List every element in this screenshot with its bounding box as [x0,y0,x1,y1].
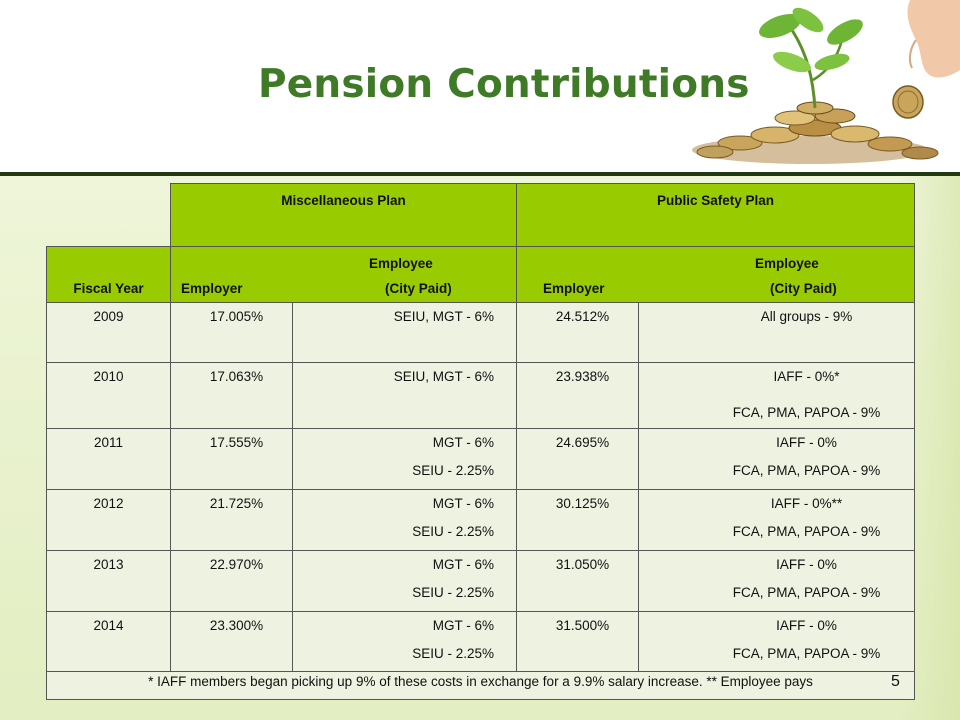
page-number: 5 [891,673,900,690]
misc-employee-cell [293,490,517,551]
safety-employee-cell-line1: IAFF - 0%** [770,496,843,511]
misc-employee-cell-line2 [293,391,494,397]
misc-employee-cell [293,612,517,672]
safety-employee-header-line1: Employee [755,256,819,271]
misc-employee-cell-line2: SEIU - 2.25% [412,463,495,478]
fiscal-year-cell-value: 2012 [93,496,124,511]
safety-employee-cell-line1: All groups - 9% [760,309,853,324]
misc-employer-header: Employer [181,281,243,296]
misc-employee-cell-line1: SEIU, MGT - 6% [393,309,495,324]
table-row [47,303,915,363]
misc-employer-cell-value: 23.300% [209,618,264,633]
page-title: Pension Contributions [258,62,750,107]
safety-employee-cell [639,303,915,363]
safety-employer-header: Employer [543,281,605,296]
misc-employee-cell-line1: MGT - 6% [432,618,495,633]
misc-plan-header: Miscellaneous Plan [171,184,517,247]
fiscal-year-cell [47,363,171,429]
safety-employer-cell-value: 24.512% [555,309,610,324]
safety-employer-cell-value: 31.500% [555,618,610,633]
fiscal-year-cell-value: 2011 [93,435,124,450]
safety-employer-cell [517,363,639,429]
misc-employer-cell [171,303,293,363]
safety-employer-cell [517,303,639,363]
pension-contributions-table [46,183,915,700]
misc-employee-cell-line1: MGT - 6% [432,496,495,511]
misc-employee-cell [293,303,517,363]
safety-employee-cell-line1: IAFF - 0% [776,618,837,633]
safety-employee-cell [639,429,915,490]
safety-plan-header: Public Safety Plan [517,184,915,247]
safety-employee-cell-line2: FCA, PMA, PAPOA - 9% [732,463,881,478]
pension-table-container [46,183,914,689]
safety-employee-cell-line1: IAFF - 0%* [773,369,840,384]
safety-employee-cell [639,551,915,612]
hand-icon [893,0,960,118]
safety-employee-cell-line2: FCA, PMA, PAPOA - 9% [732,524,881,539]
safety-employee-cell [639,363,915,429]
misc-subheaders [171,247,517,303]
misc-employee-header-line2: (City Paid) [385,281,452,296]
footnote-row [47,672,915,700]
safety-employer-cell [517,612,639,672]
table-row [47,612,915,672]
safety-employee-cell-line2: FCA, PMA, PAPOA - 9% [732,405,881,420]
fiscal-year-cell [47,612,171,672]
safety-employer-cell-value: 30.125% [555,496,610,511]
safety-employee-cell-line2: FCA, PMA, PAPOA - 9% [732,585,881,600]
safety-employee-header-line2: (City Paid) [770,281,837,296]
footnote: * IAFF members began picking up 9% of these costs in exchange for a 9.9% salary increase. ** Employee pays [47,672,915,700]
table-row [47,551,915,612]
header-divider [0,172,960,176]
fiscal-year-cell [47,429,171,490]
fiscal-year-header: Fiscal Year [47,247,171,303]
coins-sprout-illustration [680,0,960,170]
table-row [47,429,915,490]
fiscal-year-cell-value: 2014 [93,618,124,633]
safety-employee-cell-line1: IAFF - 0% [776,435,837,450]
misc-employee-cell-line1: MGT - 6% [432,557,495,572]
empty-corner-cell [47,184,171,247]
misc-employee-cell-line2: SEIU - 2.25% [412,646,495,661]
misc-employee-cell-line1: MGT - 6% [432,435,495,450]
misc-employer-cell-value: 17.555% [209,435,264,450]
misc-employee-cell-line1: SEIU, MGT - 6% [393,369,495,384]
misc-employer-cell-value: 21.725% [209,496,264,511]
misc-employee-cell [293,551,517,612]
misc-employee-cell [293,429,517,490]
safety-employee-cell-line2 [699,331,914,337]
misc-employer-cell [171,363,293,429]
safety-employee-cell-line1: IAFF - 0% [776,557,837,572]
fiscal-year-cell [47,490,171,551]
misc-employer-cell [171,490,293,551]
fiscal-year-cell [47,551,171,612]
misc-employer-cell-value: 22.970% [209,557,264,572]
safety-employee-cell-line2: FCA, PMA, PAPOA - 9% [732,646,881,661]
fiscal-year-cell-value: 2009 [93,309,124,324]
safety-employer-cell-value: 23.938% [555,369,610,384]
fiscal-year-cell-value: 2013 [93,557,124,572]
misc-employer-cell-value: 17.063% [209,369,264,384]
misc-employee-cell-line2: SEIU - 2.25% [412,585,495,600]
table-row [47,363,915,429]
safety-employer-cell [517,429,639,490]
misc-employee-cell [293,363,517,429]
safety-employer-cell [517,551,639,612]
sprout-icon [756,3,867,108]
fiscal-year-cell [47,303,171,363]
group-header-row [47,184,915,247]
safety-employer-cell-value: 31.050% [555,557,610,572]
table-row [47,490,915,551]
misc-employee-cell-line2 [293,331,494,337]
misc-employer-cell [171,429,293,490]
fiscal-year-cell-value: 2010 [93,369,124,384]
misc-employer-cell [171,551,293,612]
safety-subheaders [517,247,915,303]
safety-employee-cell [639,612,915,672]
misc-employee-cell-line2: SEIU - 2.25% [412,524,495,539]
safety-employer-cell [517,490,639,551]
safety-employee-cell [639,490,915,551]
safety-employer-cell-value: 24.695% [555,435,610,450]
misc-employee-header-line1: Employee [369,256,433,271]
misc-employer-cell [171,612,293,672]
misc-employer-cell-value: 17.005% [209,309,264,324]
column-header-row [47,247,915,303]
